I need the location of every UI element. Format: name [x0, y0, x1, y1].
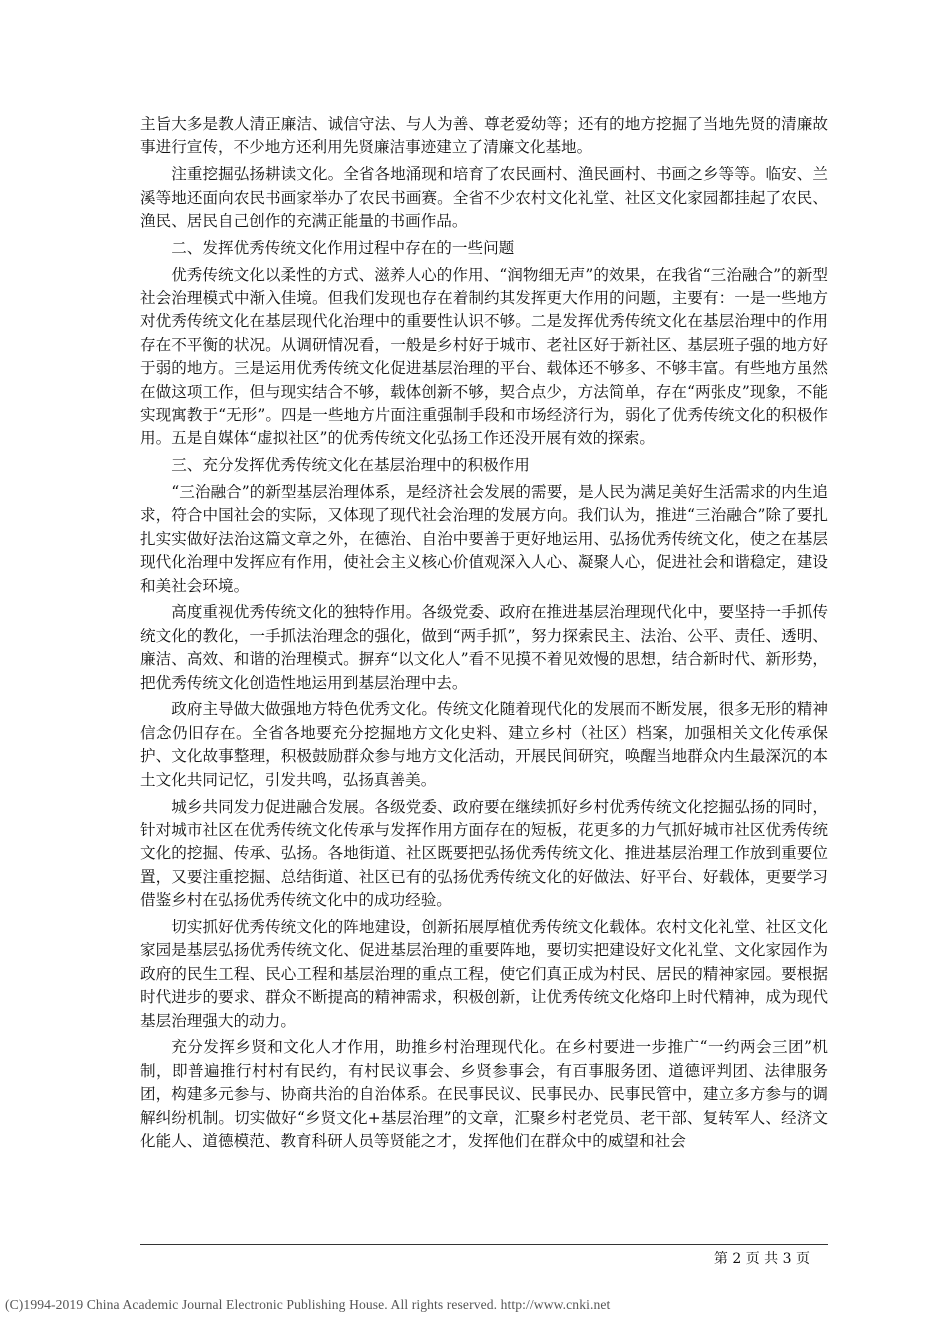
paragraph: 主旨大多是教人清正廉洁、诚信守法、与人为善、尊老爱幼等；还有的地方挖掘了当地先贤的清廉故事进行宣传，不少地方还利用先贤廉洁事迹建立了清廉文化基地。: [140, 115, 828, 157]
paragraph: 三、充分发挥优秀传统文化在基层治理中的积极作用: [171, 456, 530, 475]
paragraph: 二、发挥优秀传统文化作用过程中存在的一些问题: [171, 238, 515, 257]
paragraph: “三治融合”的新型基层治理体系，是经济社会发展的需要，是人民为满足美好生活需求的内生追求，符合中国社会的实际，又体现了现代社会治理的发展方向。我们认为，推进“三治融合”除了要扎扎实实做好法治这篇文章之外，在德治、自治中要善于更好地运用、弘扬优秀传统文化，使之在基层现代化治理中发挥应有作用，使社会主义核心价值观深入人心、凝聚人心，促进社会和谐稳定，建设和美社会环境。: [140, 483, 828, 595]
article-body: [140, 113, 828, 1153]
footer-divider: [140, 1244, 828, 1245]
paragraph: 城乡共同发力促进融合发展。各级党委、政府要在继续抓好乡村优秀传统文化挖掘弘扬的同时，针对城市社区在优秀传统文化传承与发挥作用方面存在的短板，花更多的力气抓好城市社区优秀传统文化的挖掘、传承、弘扬。各地街道、社区既要把弘扬优秀传统文化、推进基层治理工作放到重要位置，又要注重挖掘、总结街道、社区已有的弘扬优秀传统文化的好做法、好平台、好载体，更要学习借鉴乡村在弘扬优秀传统文化中的成功经验。: [140, 797, 828, 910]
paragraph: 切实抓好优秀传统文化的阵地建设，创新拓展厚植优秀传统文化载体。农村文化礼堂、社区文化家园是基层弘扬优秀传统文化、促进基层治理的重要阵地，要切实把建设好文化礼堂、文化家园作为政府的民生工程、民心工程和基层治理的重点工程，使它们真正成为村民、居民的精神家园。要根据时代进步的要求、群众不断提高的精神需求，积极创新，让优秀传统文化烙印上时代精神，成为现代基层治理强大的动力。: [140, 917, 828, 1030]
paragraph: 优秀传统文化以柔性的方式、滋养人心的作用、“润物细无声”的效果，在我省“三治融合”的新型社会治理模式中渐入佳境。但我们发现也存在着制约其发挥更大作用的问题，主要有：一是一些地方对优秀传统文化在基层现代化治理中的重要性认识不够。二是发挥优秀传统文化在基层治理中的作用存在不平衡的状况。从调研情况看，一般是乡村好于城市、老社区好于新社区、基层班子强的地方好于弱的地方。三是运用优秀传统文化促进基层治理的平台、载体还不够多、不够丰富。有些地方虽然在做这项工作，但与现实结合不够，载体创新不够，契合点少，方法简单，存在“两张皮”现象，不能实现寓教于“无形”。四是一些地方片面注重强制手段和市场经济行为，弱化了优秀传统文化的积极作用。五是自媒体“虚拟社区”的优秀传统文化弘扬工作还没开展有效的探索。: [140, 265, 828, 448]
copyright-watermark: (C)1994-2019 China Academic Journal Electronic Publishing House. All rights reserved. http://www.cnki.net: [5, 1297, 611, 1312]
paragraph: 政府主导做大做强地方特色优秀文化。传统文化随着现代化的发展而不断发展，很多无形的精神信念仍旧存在。全省各地要充分挖掘地方文化史料、建立乡村（社区）档案，加强相关文化传承保护、文化故事整理，积极鼓励群众参与地方文化活动，开展民间研究，唤醒当地群众内生最深沉的本土文化共同记忆，引发共鸣，弘扬真善美。: [140, 700, 828, 789]
paragraph: 充分发挥乡贤和文化人才作用，助推乡村治理现代化。在乡村要进一步推广“一约两会三团”机制，即普遍推行村村有民约，有村民议事会、乡贤参事会，有百事服务团、道德评判团、法律服务团，构建多元参与、协商共治的自治体系。在民事民议、民事民办、民事民管中，建立多方参与的调解纠纷机制。切实做好“乡贤文化+基层治理”的文章，汇聚乡村老党员、老干部、复转军人、经济文化能人、道德模范、教育科研人员等贤能之才，发挥他们在群众中的威望和社会: [140, 1038, 828, 1150]
paragraph: 高度重视优秀传统文化的独特作用。各级党委、政府在推进基层治理现代化中，要坚持一手抓传统文化的教化，一手抓法治理念的强化，做到“两手抓”，努力探索民主、法治、公平、责任、透明、廉洁、高效、和谐的治理模式。摒弃“以文化人”看不见摸不着见效慢的思想，结合新时代、新形势，把优秀传统文化创造性地运用到基层治理中去。: [140, 603, 828, 692]
paragraph: 注重挖掘弘扬耕读文化。全省各地涌现和培育了农民画村、渔民画村、书画之乡等等。临安、兰溪等地还面向农民书画家举办了农民书画赛。全省不少农村文化礼堂、社区文化家园都挂起了农民、渔民、居民自己创作的充满正能量的书画作品。: [140, 165, 828, 231]
page-number: 第 2 页 共 3 页: [713, 1251, 810, 1267]
